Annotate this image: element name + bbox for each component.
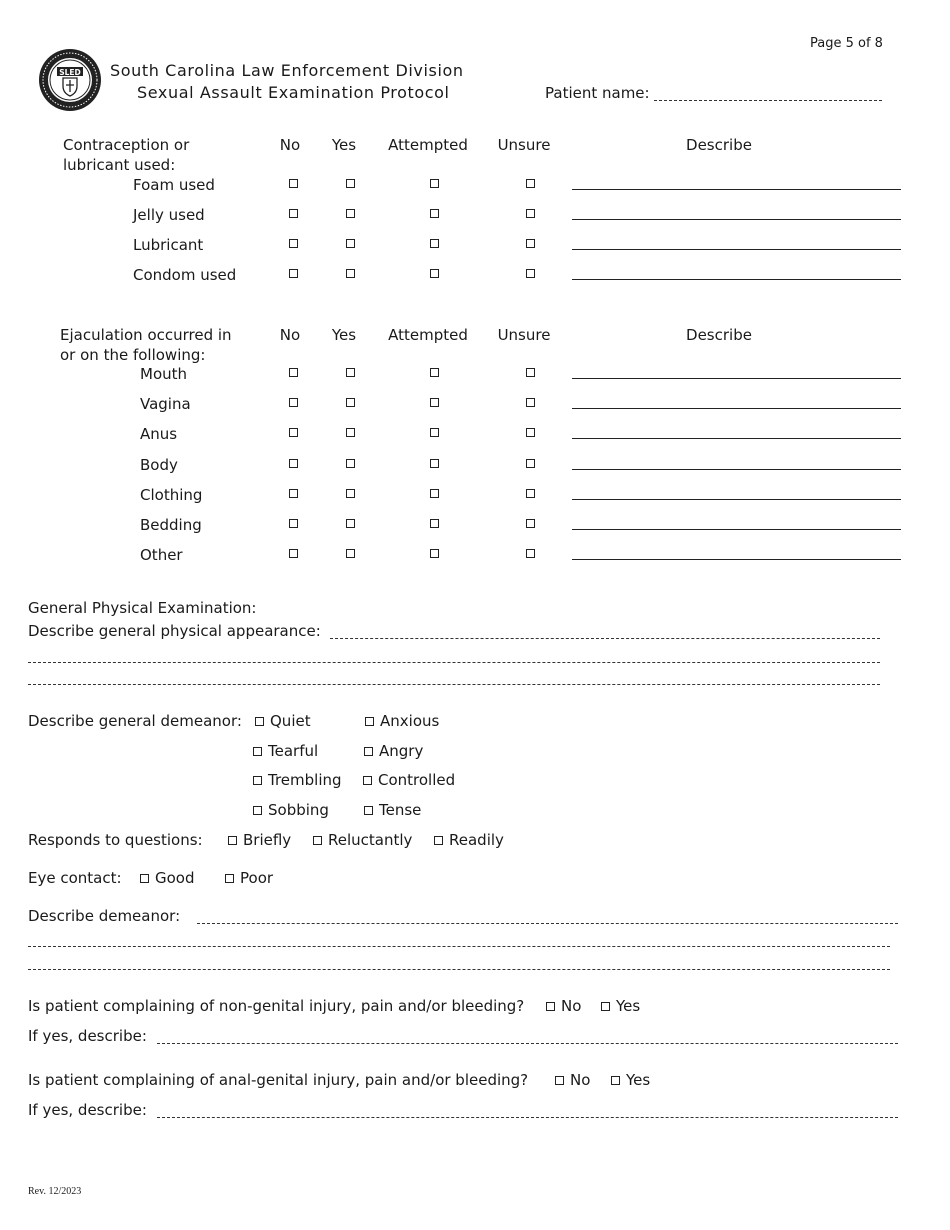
ejaculation-checkbox-unsure[interactable]	[526, 549, 535, 558]
anal-genital-yes[interactable]: Yes	[611, 1071, 650, 1089]
contraception-checkbox-unsure[interactable]	[526, 239, 535, 248]
ejaculation-checkbox-yes[interactable]	[346, 428, 355, 437]
ejaculation-checkbox-yes[interactable]	[346, 519, 355, 528]
contraception-row-label: Condom used	[133, 266, 237, 284]
checkbox[interactable]	[601, 1002, 610, 1011]
demeanor-option-trembling[interactable]: Trembling	[253, 771, 342, 789]
contraception-checkbox-no[interactable]	[289, 179, 298, 188]
checkbox[interactable]	[364, 747, 373, 756]
contraception-describe-line[interactable]	[572, 279, 901, 280]
ejaculation-checkbox-attempted[interactable]	[430, 368, 439, 377]
demeanor-option-controlled[interactable]: Controlled	[363, 771, 455, 789]
ejaculation-row-label: Mouth	[140, 365, 188, 383]
ejaculation-checkbox-yes[interactable]	[346, 459, 355, 468]
appearance-field-1[interactable]	[330, 638, 880, 639]
ejaculation-row-label: Anus	[140, 425, 178, 444]
nongenital-if-yes-label: If yes, describe:	[28, 1027, 147, 1045]
checkbox[interactable]	[364, 806, 373, 815]
demeanor-option-angry[interactable]: Angry	[364, 742, 423, 760]
page-number: Page 5 of 8	[810, 36, 883, 51]
col-describe: Describe	[686, 136, 752, 154]
ejaculation-checkbox-no[interactable]	[289, 428, 298, 437]
ejaculation-checkbox-no[interactable]	[289, 489, 298, 498]
col-no: No	[279, 136, 301, 154]
describe-demeanor-field-1[interactable]	[197, 923, 898, 924]
checkbox[interactable]	[228, 836, 237, 845]
demeanor-option-sobbing[interactable]: Sobbing	[253, 801, 329, 819]
ejaculation-row-label: Body	[140, 455, 178, 474]
responds-label: Responds to questions:	[28, 831, 203, 849]
agency-title: South Carolina Law Enforcement Division	[110, 61, 464, 80]
protocol-title: Sexual Assault Examination Protocol	[137, 83, 450, 102]
col-attempted: Attempted	[388, 136, 468, 154]
col-no: No	[279, 326, 301, 344]
contraception-checkbox-attempted[interactable]	[430, 269, 439, 278]
ejaculation-describe-line[interactable]	[572, 559, 901, 560]
ejaculation-describe-line[interactable]	[572, 469, 901, 470]
demeanor-option-tearful[interactable]: Tearful	[253, 742, 318, 760]
demeanor-option-quiet[interactable]: Quiet	[255, 712, 311, 730]
checkbox[interactable]	[253, 747, 262, 756]
ejaculation-checkbox-no[interactable]	[289, 459, 298, 468]
col-unsure: Unsure	[497, 326, 551, 344]
describe-demeanor-field-2[interactable]	[28, 946, 890, 947]
demeanor-label: Describe general demeanor:	[28, 712, 242, 730]
ejaculation-checkbox-attempted[interactable]	[430, 398, 439, 407]
contraception-checkbox-yes[interactable]	[346, 269, 355, 278]
ejaculation-checkbox-unsure[interactable]	[526, 459, 535, 468]
ejaculation-describe-line[interactable]	[572, 408, 901, 409]
contraception-checkbox-attempted[interactable]	[430, 239, 439, 248]
nongenital-yes[interactable]: Yes	[601, 997, 640, 1015]
sled-seal-logo	[38, 48, 102, 112]
anal-genital-question: Is patient complaining of anal-genital injury, pain and/or bleeding?	[28, 1071, 529, 1089]
contraception-checkbox-yes[interactable]	[346, 239, 355, 248]
checkbox[interactable]	[225, 874, 234, 883]
ejaculation-checkbox-yes[interactable]	[346, 549, 355, 558]
anal-genital-no[interactable]: No	[555, 1071, 590, 1089]
checkbox[interactable]	[313, 836, 322, 845]
col-yes: Yes	[331, 326, 357, 344]
contraception-checkbox-no[interactable]	[289, 209, 298, 218]
patient-name-field[interactable]	[654, 100, 882, 101]
ejaculation-checkbox-attempted[interactable]	[430, 428, 439, 437]
contraception-title-2: lubricant used:	[63, 156, 176, 174]
section-title: General Physical Examination:	[28, 599, 257, 617]
contraception-checkbox-yes[interactable]	[346, 209, 355, 218]
checkbox[interactable]	[253, 806, 262, 815]
contraception-checkbox-no[interactable]	[289, 239, 298, 248]
appearance-field-2[interactable]	[28, 662, 880, 663]
contraception-checkbox-attempted[interactable]	[430, 209, 439, 218]
responds-option-readily[interactable]: Readily	[434, 831, 504, 849]
nongenital-describe-field[interactable]	[157, 1043, 898, 1044]
eye-option-poor[interactable]: Poor	[225, 869, 273, 887]
ejaculation-checkbox-attempted[interactable]	[430, 519, 439, 528]
col-describe: Describe	[686, 326, 752, 344]
describe-demeanor-label: Describe demeanor:	[28, 907, 181, 925]
contraception-checkbox-unsure[interactable]	[526, 179, 535, 188]
demeanor-option-tense[interactable]: Tense	[364, 801, 421, 819]
ejaculation-checkbox-yes[interactable]	[346, 398, 355, 407]
ejaculation-checkbox-no[interactable]	[289, 368, 298, 377]
ejaculation-row-label: Bedding	[140, 516, 202, 534]
ejaculation-checkbox-unsure[interactable]	[526, 428, 535, 437]
ejaculation-describe-line[interactable]	[572, 499, 901, 500]
ejaculation-checkbox-unsure[interactable]	[526, 519, 535, 528]
contraception-checkbox-unsure[interactable]	[526, 209, 535, 218]
col-attempted: Attempted	[388, 326, 468, 344]
contraception-checkbox-attempted[interactable]	[430, 179, 439, 188]
ejaculation-row-label: Vagina	[140, 395, 191, 414]
checkbox[interactable]	[611, 1076, 620, 1085]
nongenital-question: Is patient complaining of non-genital injury, pain and/or bleeding?	[28, 997, 525, 1015]
anal-genital-describe-field[interactable]	[157, 1117, 898, 1118]
contraception-describe-line[interactable]	[572, 249, 901, 250]
ejaculation-row-label: Clothing	[140, 485, 203, 504]
nongenital-no[interactable]: No	[546, 997, 581, 1015]
checkbox[interactable]	[555, 1076, 564, 1085]
eye-option-good[interactable]: Good	[140, 869, 195, 887]
ejaculation-checkbox-yes[interactable]	[346, 368, 355, 377]
eye-contact-label: Eye contact:	[28, 869, 122, 887]
ejaculation-describe-line[interactable]	[572, 438, 901, 439]
checkbox[interactable]	[253, 776, 262, 785]
col-yes: Yes	[331, 136, 357, 154]
ejaculation-title-1: Ejaculation occurred in	[60, 326, 232, 344]
ejaculation-checkbox-attempted[interactable]	[430, 549, 439, 558]
ejaculation-checkbox-unsure[interactable]	[526, 368, 535, 377]
checkbox[interactable]	[140, 874, 149, 883]
anal-genital-if-yes-label: If yes, describe:	[28, 1101, 147, 1119]
revision-date: Rev. 12/2023	[28, 1186, 82, 1197]
ejaculation-checkbox-no[interactable]	[289, 398, 298, 407]
checkbox[interactable]	[363, 776, 372, 785]
ejaculation-checkbox-attempted[interactable]	[430, 459, 439, 468]
checkbox[interactable]	[546, 1002, 555, 1011]
contraception-row-label: Lubricant	[133, 236, 204, 254]
contraception-describe-line[interactable]	[572, 189, 901, 190]
contraception-checkbox-unsure[interactable]	[526, 269, 535, 278]
ejaculation-checkbox-unsure[interactable]	[526, 489, 535, 498]
checkbox[interactable]	[434, 836, 443, 845]
checkbox[interactable]	[365, 717, 374, 726]
ejaculation-checkbox-attempted[interactable]	[430, 489, 439, 498]
col-unsure: Unsure	[497, 136, 551, 154]
appearance-field-3[interactable]	[28, 684, 880, 685]
contraception-row-label: Jelly used	[133, 206, 205, 224]
responds-option-briefly[interactable]: Briefly	[228, 831, 291, 849]
demeanor-option-anxious[interactable]: Anxious	[365, 712, 439, 730]
contraception-row-label: Foam used	[133, 176, 215, 194]
contraception-title-1: Contraception or	[63, 136, 190, 154]
responds-option-reluctantly[interactable]: Reluctantly	[313, 831, 412, 849]
ejaculation-title-2: or on the following:	[60, 346, 206, 364]
ejaculation-checkbox-no[interactable]	[289, 549, 298, 558]
svg-text:SLED: SLED	[59, 68, 81, 77]
ejaculation-describe-line[interactable]	[572, 378, 901, 379]
contraception-checkbox-yes[interactable]	[346, 179, 355, 188]
describe-demeanor-field-3[interactable]	[28, 969, 890, 970]
patient-name-label: Patient name:	[545, 84, 650, 102]
ejaculation-checkbox-unsure[interactable]	[526, 398, 535, 407]
ejaculation-checkbox-yes[interactable]	[346, 489, 355, 498]
contraception-describe-line[interactable]	[572, 219, 901, 220]
ejaculation-describe-line[interactable]	[572, 529, 901, 530]
appearance-label: Describe general physical appearance:	[28, 622, 321, 640]
checkbox[interactable]	[255, 717, 264, 726]
ejaculation-checkbox-no[interactable]	[289, 519, 298, 528]
ejaculation-row-label: Other	[140, 546, 183, 565]
contraception-checkbox-no[interactable]	[289, 269, 298, 278]
